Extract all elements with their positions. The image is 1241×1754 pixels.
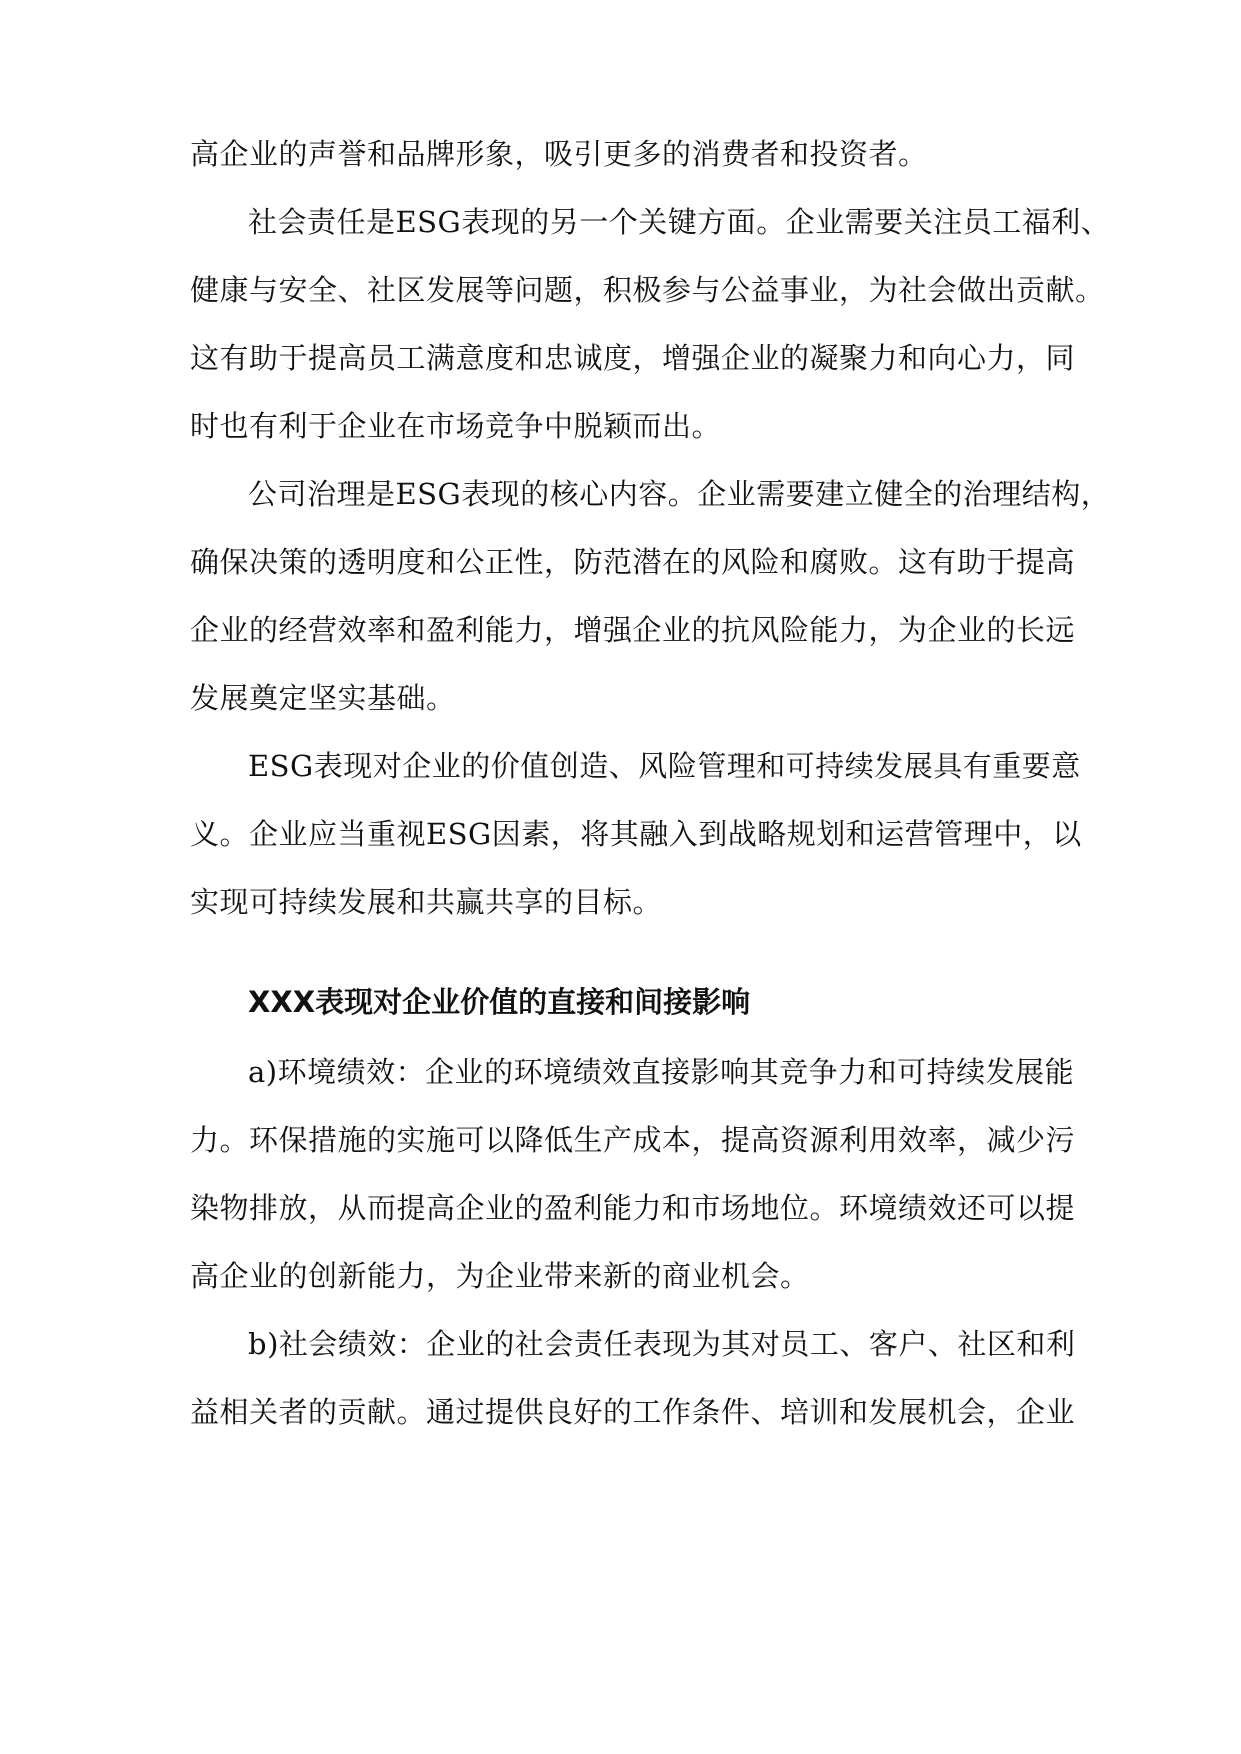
text-line: 高企业的声誉和品牌形象，吸引更多的消费者和投资者。 xyxy=(190,137,928,171)
text-line: 公司治理是ESG表现的核心内容。企业需要建立健全的治理结构， xyxy=(248,477,1111,511)
text-line: 企业的经营效率和盈利能力，增强企业的抗风险能力，为企业的长远 xyxy=(190,613,1076,647)
section-heading: XXX表现对企业价值的直接和间接影响 xyxy=(248,985,751,1019)
text-line: 健康与安全、社区发展等问题，积极参与公益事业，为社会做出贡献。 xyxy=(190,273,1105,307)
text-line: 染物排放，从而提高企业的盈利能力和市场地位。环境绩效还可以提 xyxy=(190,1191,1076,1225)
text-line: ESG表现对企业的价值创造、风险管理和可持续发展具有重要意 xyxy=(248,749,1081,783)
text-line: 社会责任是ESG表现的另一个关键方面。企业需要关注员工福利、 xyxy=(248,205,1111,239)
text-line: 实现可持续发展和共赢共享的目标。 xyxy=(190,885,663,919)
text-line: 力。环保措施的实施可以降低生产成本，提高资源利用效率，减少污 xyxy=(190,1123,1076,1157)
text-line: 发展奠定坚实基础。 xyxy=(190,681,456,715)
text-line: 确保决策的透明度和公正性，防范潜在的风险和腐败。这有助于提高 xyxy=(190,545,1076,579)
text-line: 这有助于提高员工满意度和忠诚度，增强企业的凝聚力和向心力，同 xyxy=(190,341,1076,375)
text-line: 时也有利于企业在市场竞争中脱颖而出。 xyxy=(190,409,722,443)
text-line: b)社会绩效：企业的社会责任表现为其对员工、客户、社区和利 xyxy=(248,1327,1076,1361)
text-line: 益相关者的贡献。通过提供良好的工作条件、培训和发展机会，企业 xyxy=(190,1395,1076,1429)
text-line: 义。企业应当重视ESG因素，将其融入到战略规划和运营管理中，以 xyxy=(190,817,1082,851)
text-line: 高企业的创新能力，为企业带来新的商业机会。 xyxy=(190,1259,810,1293)
text-line: a)环境绩效：企业的环境绩效直接影响其竞争力和可持续发展能 xyxy=(248,1055,1075,1089)
